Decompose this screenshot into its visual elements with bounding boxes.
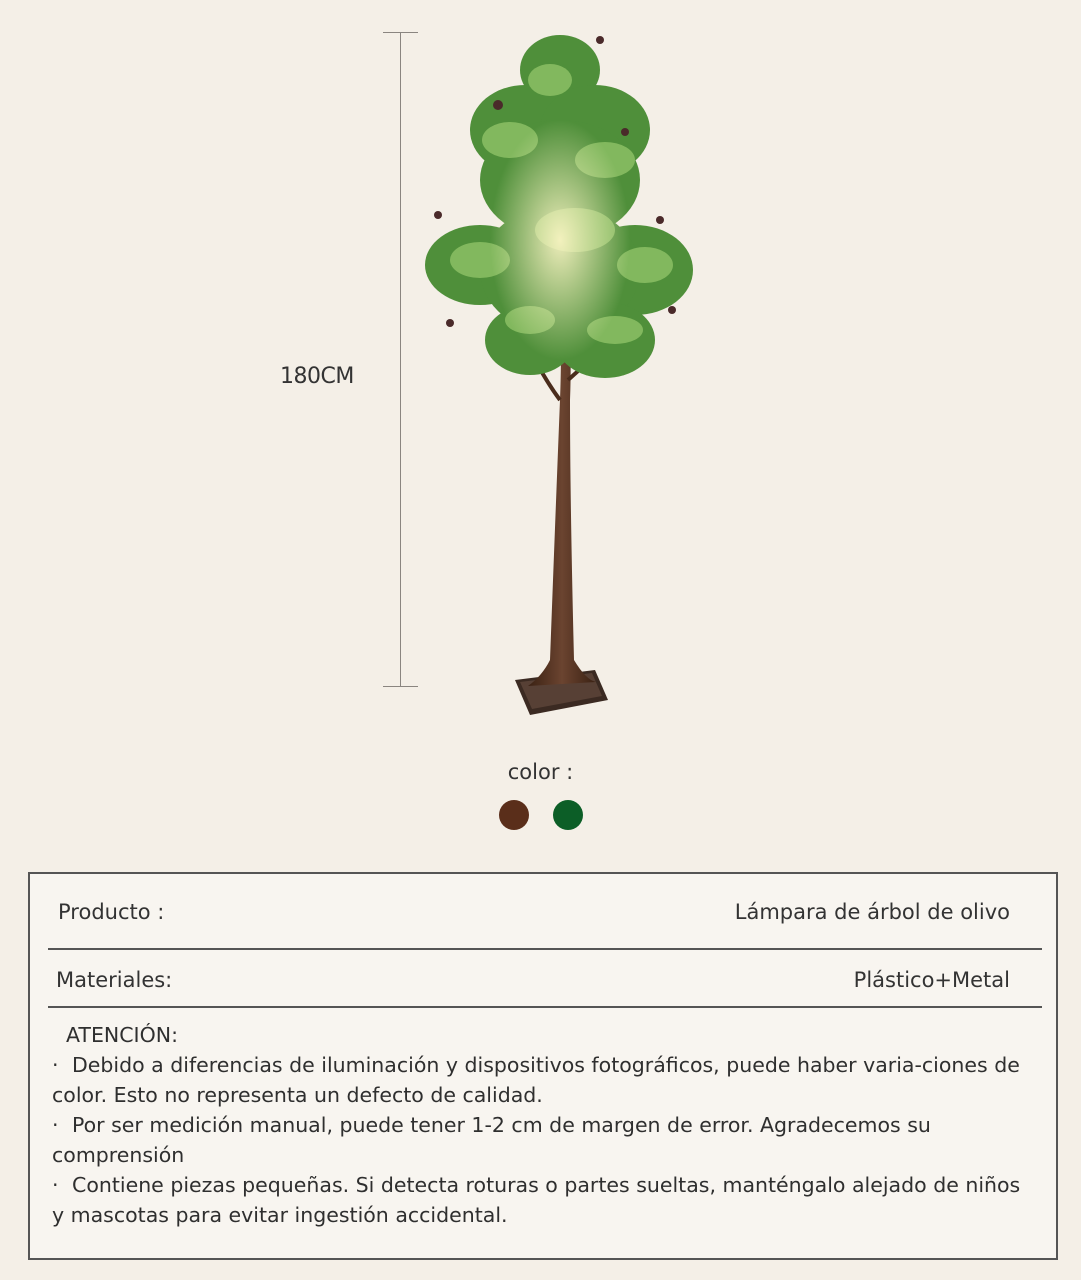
color-swatch-green[interactable] xyxy=(553,800,583,830)
attention-note: · Por ser medición manual, puede tener 1-2 cm de margen de error. Agradecemos su comprensión xyxy=(52,1110,1034,1170)
product-value: Lámpara de árbol de olivo xyxy=(734,900,1010,924)
materials-label: Materiales: xyxy=(56,968,173,992)
attention-note: · Debido a diferencias de iluminación y dispositivos fotográficos, puede haber varia-ciones de color. Esto no representa un defecto de calidad. xyxy=(52,1050,1034,1110)
color-swatches xyxy=(0,800,1081,830)
spec-row-materials xyxy=(48,968,1040,992)
dimension-line xyxy=(400,32,401,686)
materials-value: Plástico+Metal xyxy=(853,968,1010,992)
bullet: · xyxy=(52,1113,59,1137)
color-label: color : xyxy=(507,760,574,784)
spec-row-product xyxy=(48,900,1040,924)
attention-notes xyxy=(52,1020,1034,1230)
attention-note: · Contiene piezas pequeñas. Si detecta roturas o partes sueltas, manténgalo alejado de niños y mascotas para evitar ingestión accidental. xyxy=(52,1170,1034,1230)
attention-title: ATENCIÓN: xyxy=(66,1023,178,1047)
height-label: 180CM xyxy=(280,364,354,389)
color-swatch-brown[interactable] xyxy=(499,800,529,830)
olive-tree-lamp-image xyxy=(410,20,710,720)
row-divider xyxy=(48,1006,1042,1008)
bullet: · xyxy=(52,1053,59,1077)
row-divider xyxy=(48,948,1042,950)
specifications-box xyxy=(28,872,1058,1260)
product-label: Producto : xyxy=(58,900,165,924)
bullet: · xyxy=(52,1173,59,1197)
